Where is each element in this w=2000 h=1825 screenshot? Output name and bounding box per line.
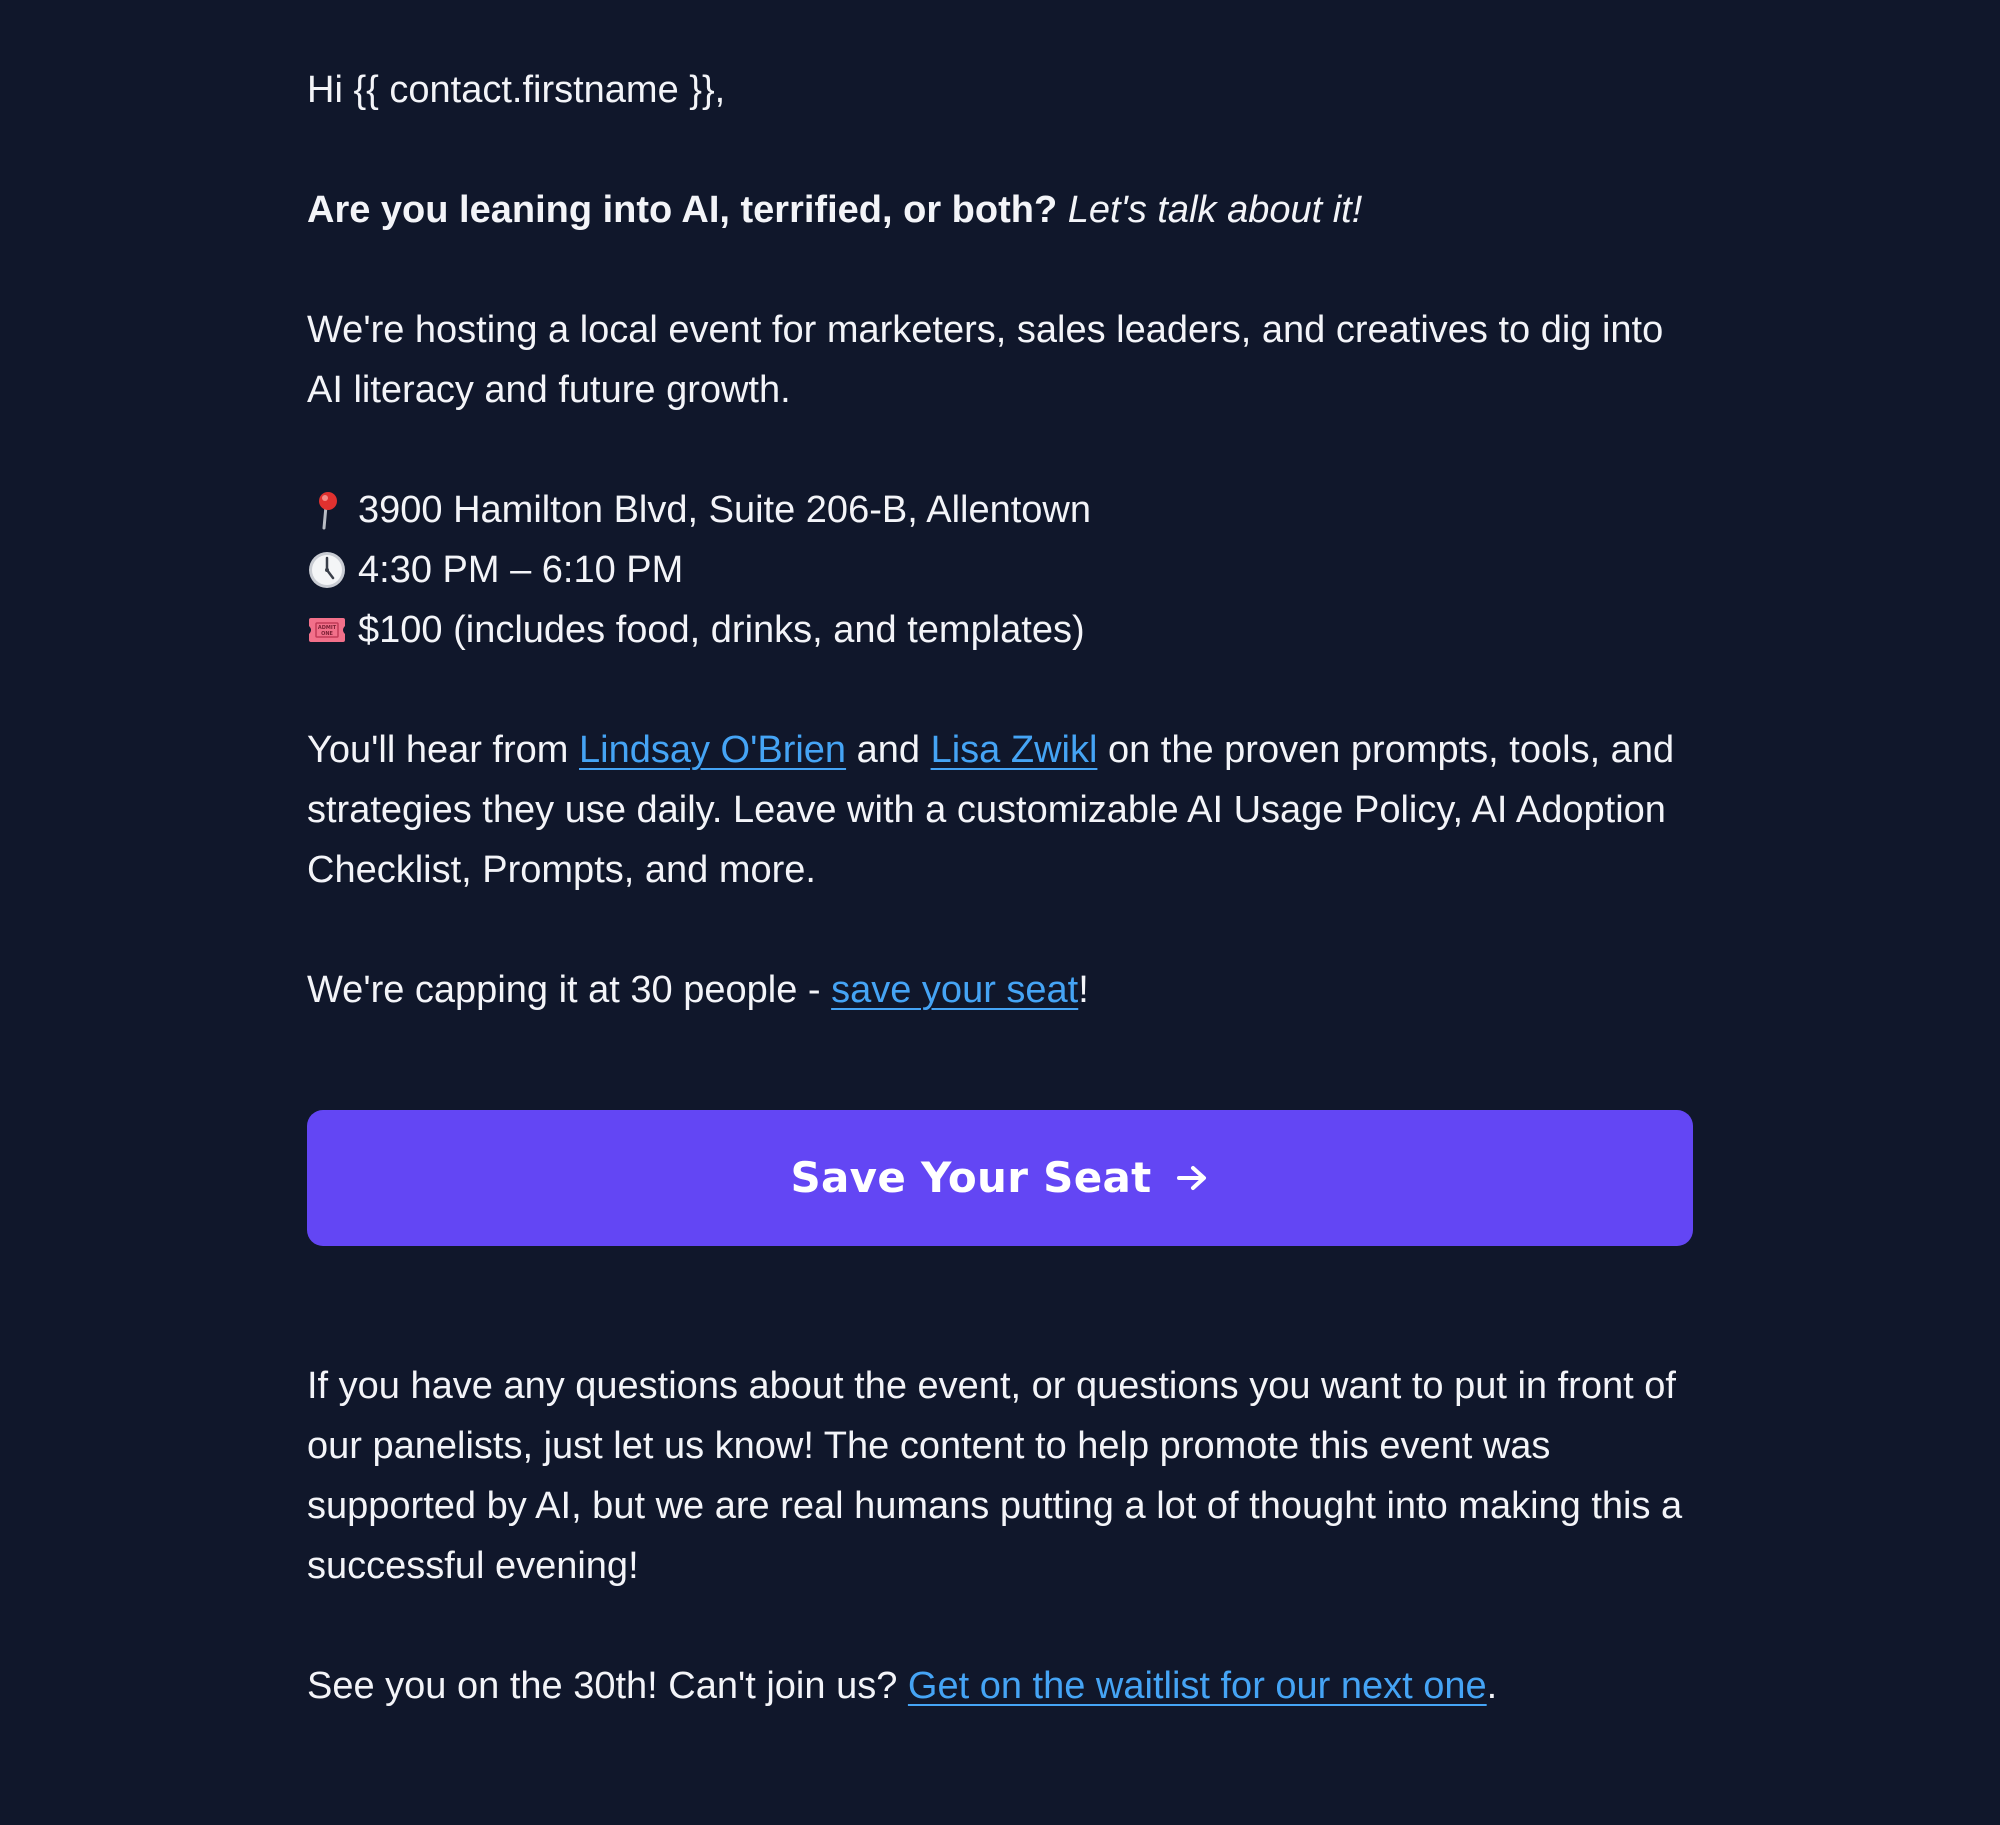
clock-icon [307,550,347,590]
cta-label: Save Your Seat [790,1153,1152,1202]
detail-price [307,600,1693,660]
event-details [307,480,1693,660]
headline [307,180,1693,240]
cta-container [307,1110,1693,1246]
ticket-text-bottom: ONE [321,631,333,637]
speaker-link-lindsay[interactable]: Lindsay O'Brien [579,729,847,771]
greeting: Hi {{ contact.firstname }}, [307,69,726,111]
ticket-text-top: ADMIT [317,625,337,631]
closing-prefix: See you on the 30th! Can't join us? [307,1665,908,1707]
cap-paragraph [307,960,1693,1020]
speakers-paragraph [307,720,1693,900]
save-your-seat-button[interactable] [307,1110,1693,1246]
detail-time [307,540,1693,600]
intro-paragraph: We're hosting a local event for marketers, sales leaders, and creatives to dig into AI literacy and future growth. [307,309,1664,411]
ticket-icon [307,610,347,650]
speakers-prefix: You'll hear from [307,729,579,771]
speakers-suffix: on the proven prompts, tools, and strategies they use daily. Leave with a customizable AI Usage Policy, AI Adoption Checklist, Prompts, and more. [307,729,1675,891]
detail-location [307,480,1693,540]
headline-italic: Let's talk about it! [1067,189,1363,231]
arrow-right-icon [1174,1160,1210,1196]
closing-suffix: . [1486,1665,1498,1707]
waitlist-link[interactable]: Get on the waitlist for our next one [907,1665,1487,1707]
headline-bold: Are you leaning into AI, terrified, or both? [307,189,1058,231]
save-your-seat-link[interactable]: save your seat [831,969,1079,1011]
closing-paragraph [307,1656,1693,1716]
speakers-joiner: and [846,729,931,771]
price-text: $100 (includes food, drinks, and templates) [358,609,1085,651]
questions-paragraph: If you have any questions about the event, or questions you want to put in front of our panelists, just let us know! The content to help promote this event was supported by AI, but we are real humans putting a lot of thought into making this a successful evening! [307,1365,1683,1587]
email-body [307,60,1693,1716]
cap-prefix: We're capping it at 30 people - [307,969,832,1011]
pushpin-icon [307,490,347,530]
time-text: 4:30 PM – 6:10 PM [358,549,684,591]
cap-suffix: ! [1078,969,1089,1011]
speaker-link-lisa[interactable]: Lisa Zwikl [930,729,1098,771]
location-text: 3900 Hamilton Blvd, Suite 206-B, Allentown [358,489,1091,531]
